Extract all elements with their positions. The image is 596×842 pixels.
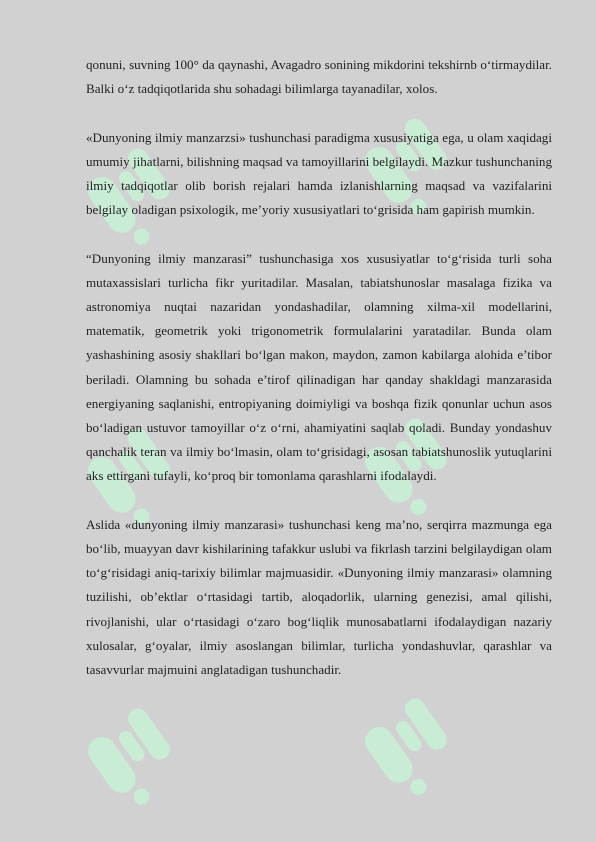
paragraph: Aslida «dunyoning ilmiy manzarasi» tushunchasi keng ma’no, serqirra mazmunga ega bo‘lib, muayyan davr kishilarining tafakkur uslubi va fikrlash tarzini belgilaydigan olam to‘g‘risidagi aniq-tarixiy bilimlar majmuasidir. «Dunyoning ilmiy manzarasi» olamning tuzilishi, ob’ektlar o‘rtasidagi tartib, aloqadorlik, ularning genezisi, amal qilishi, rivojlanishi, ular o‘rtasidagi o‘zaro bog‘liqlik munosabatlarni ifodalaydigan nazariy xulosalar, g‘oyalar, ilmiy asoslangan bilimlar, turlicha yondashuvlar, qarashlar va tasavvurlar majmuini anglatadigan tushunchadir. bbox=[86, 516, 552, 678]
document-body bbox=[86, 53, 552, 682]
paragraph: «Dunyoning ilmiy manzarzsi» tushunchasi paradigma xususiyatiga ega, u olam xaqidagi umumiy jihatlarni, bilishning maqsad va tamoyillarini belgilaydi. Mazkur tushunchaning ilmiy tadqiqotlar olib borish rejalari hamda izlanishlarning maqsad va vazifalarini belgilay oladigan psixologik, me’yoriy xususiyatlari to‘grisida ham gapirish mumkin. bbox=[86, 129, 552, 218]
paragraph: qonuni, suvning 100° da qaynashi, Avagadro sonining mikdorini tekshirnb o‘tirmaydilar. Balki o‘z tadqiqotlarida shu sohadagi bilimlarga tayanadilar, xolos. bbox=[86, 57, 552, 97]
paragraph: “Dunyoning ilmiy manzarasi” tushunchasiga xos xususiyatlar to‘g‘risida turli soha mutaxassislari turlicha fikr yuritadilar. Masalan, tabiatshunoslar masalaga fizika va astronomiya nuqtai nazaridan yondashadilar, olamning xilma-xil modellarini, matematik, geometrik yoki trigonometrik formulalarini yaratadilar. Bunda olam yashashining asosiy shakllari bo‘lgan makon, maydon, zamon kabilarga alohida e’tibor beriladi. Olamning bu sohada e’tirof qilinadigan har qanday shakldagi manzarasida energiyaning saqlanishi, entropiyaning doimiyligi va boshqa fizik qonunlar uchun asos bo‘ladigan ustuvor tamoyillar o‘z o‘rni, ahamiyatini saqlab qoladi. Bunday yondashuv qanchalik teran va ilmiy bo‘lmasin, olam to‘grisidagi, asosan tabiatshunoslik yutuqlarini aks ettirgani tufayli, ko‘proq bir tomonlama qarashlarni ifodalaydi. bbox=[86, 250, 552, 484]
watermark-logo-icon bbox=[355, 690, 465, 800]
watermark-logo-icon bbox=[78, 700, 188, 810]
